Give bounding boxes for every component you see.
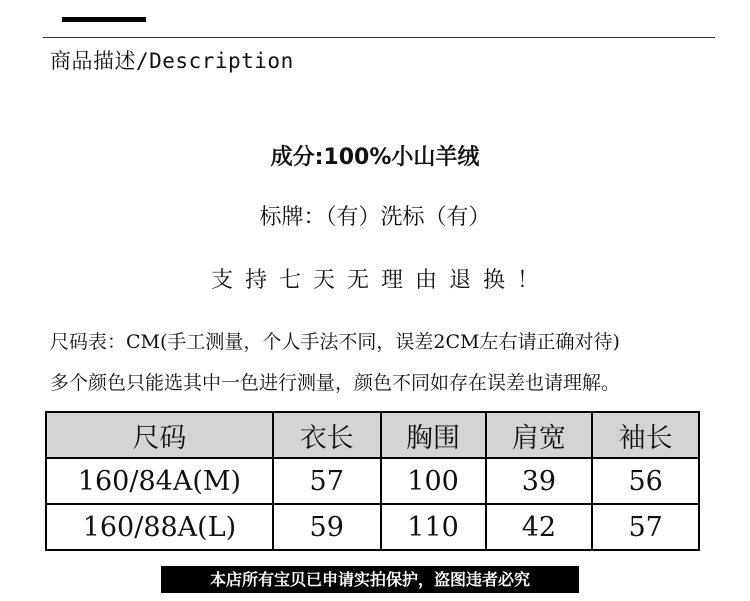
cell-sleeve: 57 xyxy=(592,504,699,550)
size-table xyxy=(45,411,700,551)
cell-length: 59 xyxy=(273,504,381,550)
size-chart-note: 尺码表：CM(手工测量，个人手法不同，误差2CM左右请正确对待) xyxy=(50,331,620,353)
cell-length: 57 xyxy=(273,458,381,504)
table-row xyxy=(46,458,699,504)
cell-chest: 100 xyxy=(381,458,486,504)
header-sleeve: 袖长 xyxy=(592,412,699,458)
labels-text: 标牌：（有）洗标（有） xyxy=(259,205,491,230)
cell-sleeve: 56 xyxy=(592,458,699,504)
size-table-header-row xyxy=(46,412,699,458)
header-shoulder: 肩宽 xyxy=(486,412,593,458)
composition-text: 成分:100%小山羊绒 xyxy=(270,145,480,170)
header-accent-bar xyxy=(62,17,146,22)
header-divider xyxy=(43,37,715,38)
table-row xyxy=(46,504,699,550)
cell-shoulder: 42 xyxy=(486,504,593,550)
cell-size: 160/84A(M) xyxy=(46,458,273,504)
header-size: 尺码 xyxy=(46,412,273,458)
header-chest: 胸围 xyxy=(381,412,486,458)
header-length: 衣长 xyxy=(273,412,381,458)
section-title: 商品描述/Description xyxy=(50,49,294,73)
cell-shoulder: 39 xyxy=(486,458,593,504)
copyright-banner: 本店所有宝贝已申请实拍保护，盗图违者必究 xyxy=(161,566,579,593)
color-measure-note: 多个颜色只能选其中一色进行测量，颜色不同如存在误差也请理解。 xyxy=(50,372,621,394)
cell-size: 160/88A(L) xyxy=(46,504,273,550)
cell-chest: 110 xyxy=(381,504,486,550)
return-policy-text: 支持七天无理由退换！ xyxy=(210,268,551,293)
